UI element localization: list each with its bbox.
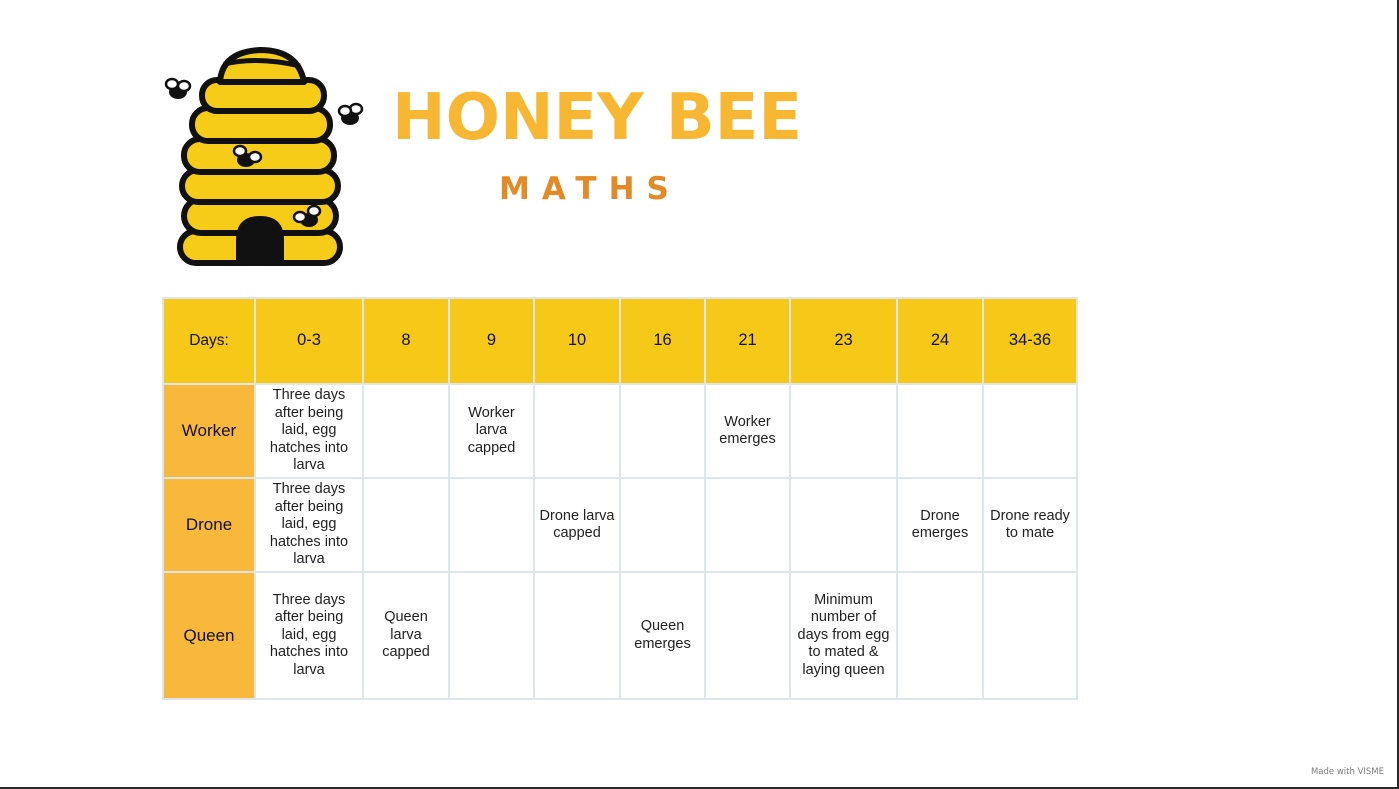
table-cell [449, 572, 534, 699]
table-cell: Queen emerges [620, 572, 705, 699]
column-header: 23 [790, 298, 897, 384]
table-cell: Three days after being laid, egg hatches into larva [255, 384, 363, 478]
table-cell: Worker larva capped [449, 384, 534, 478]
table-cell [790, 384, 897, 478]
column-header: 16 [620, 298, 705, 384]
table-cell [620, 384, 705, 478]
table-cell [363, 478, 449, 572]
table-cell [363, 384, 449, 478]
table-cell [790, 478, 897, 572]
column-header: 24 [897, 298, 983, 384]
column-header: 9 [449, 298, 534, 384]
table-cell [897, 384, 983, 478]
table-cell: Queen larva capped [363, 572, 449, 699]
table-cell [983, 572, 1077, 699]
table-cell: Drone larva capped [534, 478, 620, 572]
column-header: 8 [363, 298, 449, 384]
bee-icon [166, 79, 190, 99]
table-cell [983, 384, 1077, 478]
table-cell [705, 572, 790, 699]
table-cell [449, 478, 534, 572]
column-header: 34-36 [983, 298, 1077, 384]
row-label-queen: Queen [163, 572, 255, 699]
table-cell [705, 478, 790, 572]
table-row-drone [163, 478, 1077, 572]
column-header: 10 [534, 298, 620, 384]
table-header-row [163, 298, 1077, 384]
table-cell [534, 384, 620, 478]
table-cell: Minimum number of days from egg to mated & laying queen [790, 572, 897, 699]
table-row-queen [163, 572, 1077, 699]
column-header-days: Days: [163, 298, 255, 384]
row-label-drone: Drone [163, 478, 255, 572]
table-cell [620, 478, 705, 572]
table-row-worker [163, 384, 1077, 478]
page-title: HONEY BEE [392, 81, 803, 155]
column-header: 21 [705, 298, 790, 384]
table-cell: Three days after being laid, egg hatches into larva [255, 478, 363, 572]
column-header: 0-3 [255, 298, 363, 384]
table-cell: Worker emerges [705, 384, 790, 478]
table-cell: Three days after being laid, egg hatches into larva [255, 572, 363, 699]
row-label-worker: Worker [163, 384, 255, 478]
table-cell: Drone ready to mate [983, 478, 1077, 572]
table-cell: Drone emerges [897, 478, 983, 572]
bee-development-table [162, 297, 1078, 700]
bee-icon [339, 104, 362, 125]
visme-watermark-link[interactable]: Made with VISME [1310, 767, 1384, 777]
beehive-icon [158, 44, 374, 268]
page-subtitle: MATHS [499, 171, 681, 207]
table-cell [897, 572, 983, 699]
table-cell [534, 572, 620, 699]
